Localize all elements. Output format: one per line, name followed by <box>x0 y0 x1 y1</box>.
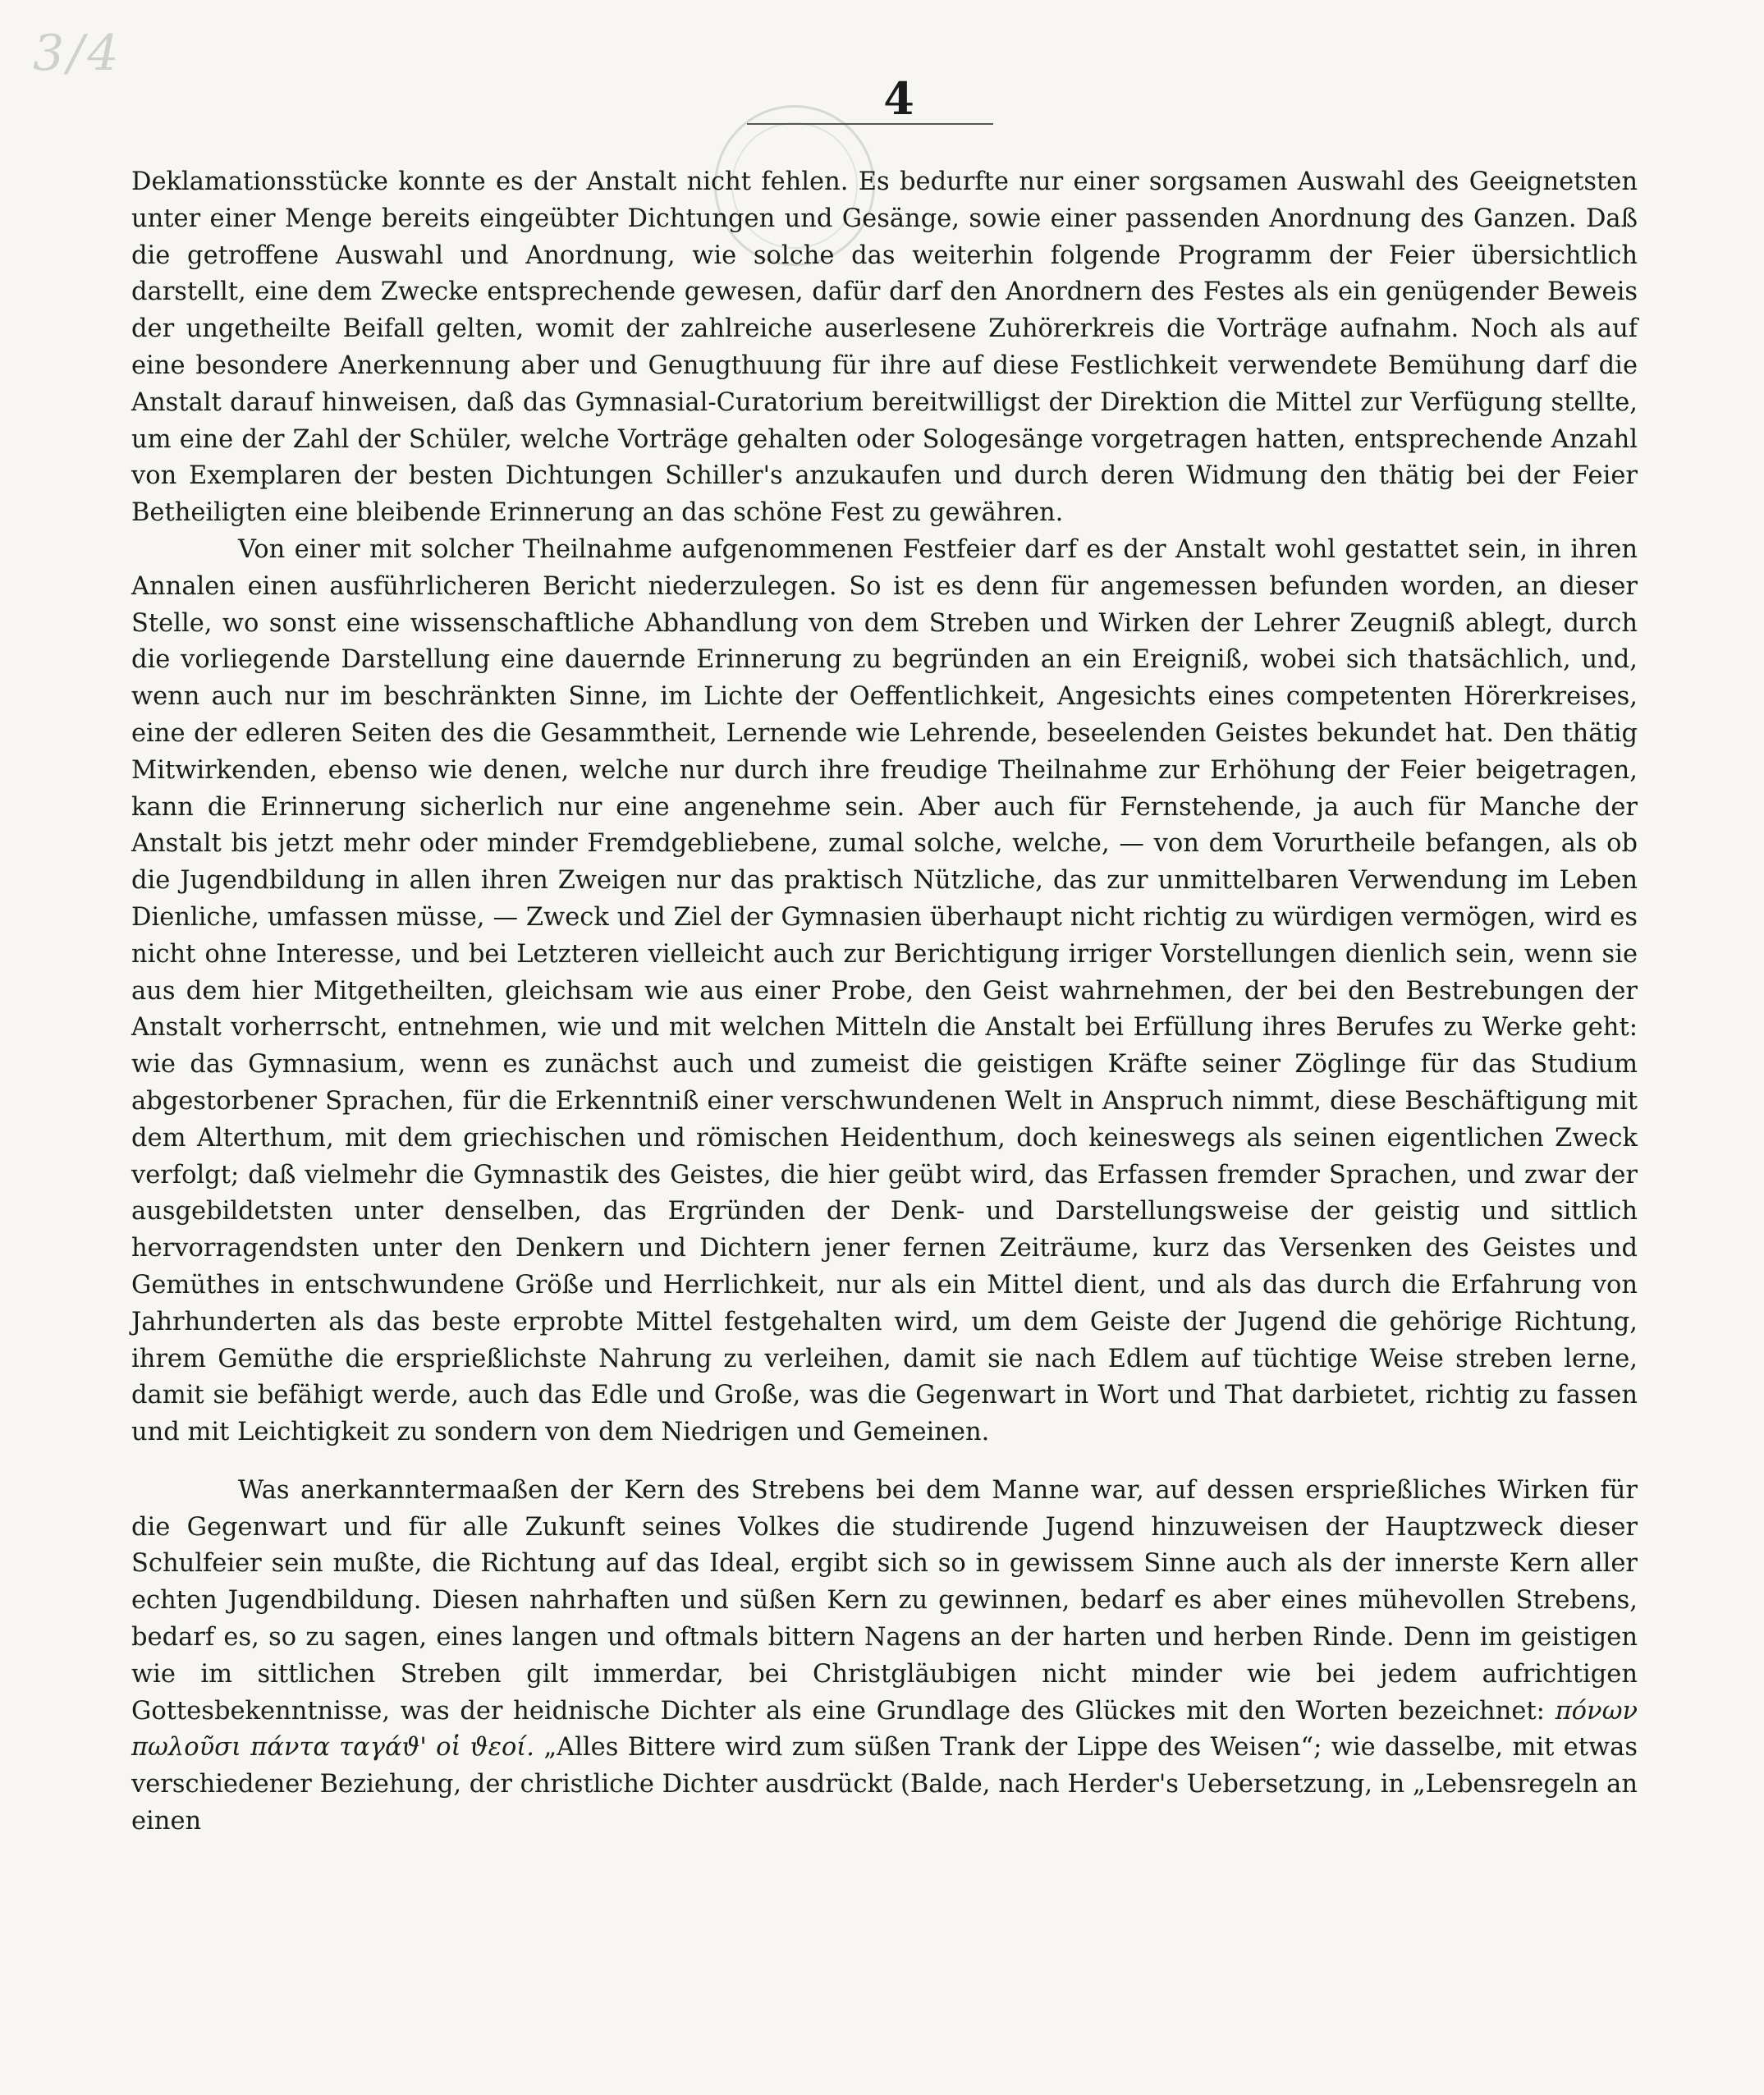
paragraph-2: Von einer mit solcher Theilnahme aufgenommenen Festfeier darf es der Anstalt wohl gestattet sein, in ihren Annalen einen ausführlicheren Bericht niederzulegen. So ist es denn für angemessen befunden worden, an dieser Stelle, wo sonst eine wissenschaftliche Abhandlung von dem Streben und Wirken der Lehrer Zeugniß ablegt, durch die vorliegende Darstellung eine dauernde Erinnerung zu begründen an ein Ereigniß, wobei sich thatsächlich, und, wenn auch nur im beschränkten Sinne, im Lichte der Oeffentlichkeit, Angesichts eines competenten Hörerkreises, eine der edleren Seiten des die Gesammtheit, Lernende wie Lehrende, beseelenden Geistes bekundet hat. Den thätig Mitwirkenden, ebenso wie denen, welche nur durch ihre freudige Theilnahme zur Erhöhung der Feier beigetragen, kann die Erinnerung sicherlich nur eine angenehme sein. Aber auch für Fernstehende, ja auch für Manche der Anstalt bis jetzt mehr oder minder Fremdgebliebene, zumal solche, welche, — von dem Vorurtheile befangen, als ob die Jugendbildung in allen ihren Zweigen nur das praktisch Nützliche, das zur unmittelbaren Verwendung im Leben Dienliche, umfassen müsse, — Zweck und Ziel der Gymnasien überhaupt nicht richtig zu würdigen vermögen, wird es nicht ohne Interesse, und bei Letzteren vielleicht auch zur Berichtigung irriger Vorstellungen dienlich sein, wenn sie aus dem hier Mitgetheilten, gleichsam wie aus einer Probe, den Geist wahrnehmen, der bei den Bestrebungen der Anstalt vorherrscht, entnehmen, wie und mit welchen Mitteln die Anstalt bei Erfüllung ihres Berufes zu Werke geht: wie das Gymnasium, wenn es zunächst auch und zumeist die geistigen Kräfte seiner Zöglinge für das Studium abgestorbener Sprachen, für die Erkenntniß einer verschwundenen Welt in Anspruch nimmt, diese Beschäftigung mit dem Alterthum, mit dem griechischen und römischen Heidenthum, doch keineswegs als seinen eigentlichen Zweck verfolgt; daß vielmehr die Gymnastik des Geistes, die hier geübt wird, das Erfassen fremder Sprachen, und zwar der ausgebildetsten unter denselben, das Ergründen der Denk- und Darstellungsweise der geistig und sittlich hervorragendsten unter den Denkern und Dichtern jener fernen Zeiträume, kurz das Versenken des Geistes und Gemüthes in entschwundene Größe und Herrlichkeit, nur als ein Mittel dient, und als das durch die Erfahrung von Jahrhunderten als das beste erprobte Mittel festgehalten wird, um dem Geiste der Jugend die gehörige Richtung, ihrem Gemüthe die ersprießlichste Nahrung zu verleihen, damit sie nach Edlem auf tüchtige Weise streben lerne, damit sie befähigt werde, auch das Edle und Große, was die Gegenwart in Wort und That darbietet, richtig zu fassen und mit Leichtigkeit zu sondern von dem Niedrigen und Gemeinen. <box>131 534 1638 1447</box>
page-number: 4 <box>883 72 914 125</box>
header-rule <box>747 123 993 125</box>
pencil-marginalia: 3/4 <box>33 25 122 82</box>
paragraph-1: Deklamationsstücke konnte es der Anstalt nicht fehlen. Es bedurfte nur einer sorgsamen Auswahl des Geeignetsten unter einer Menge bereits eingeübter Dichtungen und Gesänge, sowie einer passenden Anordnung des Ganzen. Daß die getroffene Auswahl und Anordnung, wie solche das weiterhin folgende Programm der Feier übersichtlich darstellt, eine dem Zwecke entsprechende gewesen, dafür darf den Anordnern des Festes als ein genügender Beweis der ungetheilte Beifall gelten, womit der zahlreiche auserlesene Zuhörerkreis die Vorträge aufnahm. Noch als auf eine besondere Anerkennung aber und Genugthuung für ihre auf diese Festlichkeit verwendete Bemühung darf die Anstalt darauf hinweisen, daß das Gymnasial-Curatorium bereitwilligst der Direktion die Mittel zur Verfügung stellte, um eine der Zahl der Schüler, welche Vorträge gehalten oder Sologesänge vorgetragen hatten, entsprechende Anzahl von Exemplaren der besten Dichtungen Schiller's anzukaufen und durch deren Widmung den thätig bei der Feier Betheiligten eine bleibende Erinnerung an das schöne Fest zu gewähren. <box>131 167 1638 528</box>
paragraph-3-continuation: „Alles Bittere wird zum süßen Trank der Lippe des Weisen“; wie dasselbe, mit etwas verschiedener Beziehung, der christliche Dichter ausdrückt (Balde, nach Herder's Uebersetzung, in „Lebensregeln an einen <box>131 1733 1638 1836</box>
paragraph-3-text: Was anerkanntermaaßen der Kern des Strebens bei dem Manne war, auf dessen ersprießliches Wirken für die Gegenwart und für alle Zukunft seines Volkes die studirende Jugend hinzuweisen der Hauptzweck dieser Schulfeier sein mußte, die Richtung auf das Ideal, ergibt sich so in gewissem Sinne auch als der innerste Kern aller echten Jugendbildung. Diesen nahrhaften und süßen Kern zu gewinnen, bedarf es aber eines mühevollen Strebens, bedarf es, so zu sagen, eines langen und oftmals bittern Nagens an der harten und herben Rinde. Denn im geistigen wie im sittlichen Streben gilt immerdar, bei Christgläubigen nicht minder wie bei jedem aufrichtigen Gottesbekenntnisse, was der heidnische Dichter als eine Grundlage des Glückes mit den Worten bezeichnet: <box>131 1475 1638 1726</box>
body-text <box>131 164 1638 1841</box>
paragraph-3 <box>131 1473 1638 1841</box>
greek-quote: πόνων πωλοῦσι πάντα ταγάϑ' οἱ ϑεοί. <box>131 1696 1638 1763</box>
